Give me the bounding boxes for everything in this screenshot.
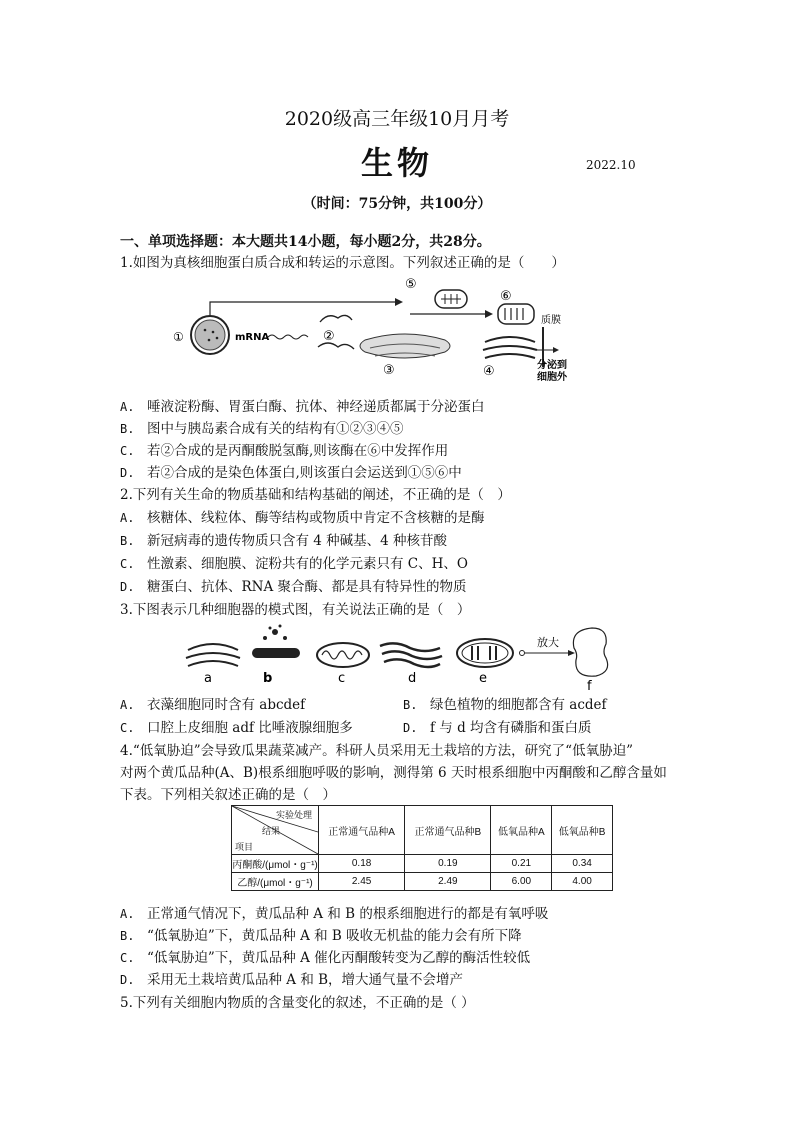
label-4: ④ [483,364,495,379]
q1-option-b: B. 图中与胰岛素合成有关的结构有①②③④⑤ [120,421,404,437]
enlarge-label: 放大 [537,636,559,649]
table-cell: 6.00 [491,873,552,891]
table-cell: 2.45 [319,873,405,891]
mrna-label: mRNA [235,332,270,343]
label-6: ⑥ [500,289,512,304]
q3-option-c: C. 口腔上皮细胞 adf 比唾液腺细胞多 [120,720,353,736]
q1-option-d: D. 若②合成的是染色体蛋白,则该蛋白会运送到①⑤⑥中 [120,465,462,481]
q2-stem: 2.下列有关生命的物质基础和结构基础的阐述，不正确的是（ ） [120,487,511,503]
q2-option-a: A. 核糖体、线粒体、酶等结构或物质中肯定不含核糖的是酶 [120,510,485,526]
membrane-label: 质膜 [541,315,561,326]
label-3: ③ [383,363,395,378]
organelle-label-d: d [408,671,417,686]
table-corner-cell [232,806,319,855]
exam-title: 2020级高三年级10月月考 [284,108,510,130]
organelle-label-e: e [479,671,487,686]
q2-option-d: D. 糖蛋白、抗体、RNA 聚合酶、都是具有特异性的物质 [120,579,467,595]
table-cell: 0.18 [319,855,405,873]
corner-bottom-label: 项目 [235,842,254,852]
q1-figure [165,272,605,392]
q4-stem-line-2: 对两个黄瓜品种(A、B)根系细胞呼吸的影响，测得第 6 天时根系细胞中丙酮酸和乙醇含量如 [120,765,667,781]
label-1: ① [173,330,184,344]
secrete-label-2: 细胞外 [537,372,567,383]
organelle-label-c: c [338,671,346,686]
section-heading: 一、单项选择题：本大题共14小题，每小题2分，共28分。 [120,234,491,250]
label-5: ⑤ [405,277,417,292]
q3-stem: 3.下图表示几种细胞器的模式图，有关说法正确的是（ ） [120,602,471,618]
q4-option-b: B. “低氧胁迫”下，黄瓜品种 A 和 B 吸收无机盐的能力会有所下降 [120,928,522,944]
table-col-header: 低氧品种A [491,806,552,855]
table-col-header: 正常通气品种B [405,806,491,855]
corner-mid-label: 结果 [262,826,281,836]
table-header-row [232,806,613,855]
q2-option-c: C. 性激素、细胞膜、淀粉共有的化学元素只有 C、H、O [120,556,468,572]
q3-figure [180,620,620,692]
q4-option-d: D. 采用无土栽培黄瓜品种 A 和 B，增大通气量不会增产 [120,972,464,988]
table-cell: 0.21 [491,855,552,873]
q5-stem: 5.下列有关细胞内物质的含量变化的叙述，不正确的是（ ） [120,995,475,1011]
q4-option-c: C. “低氧胁迫”下，黄瓜品种 A 催化丙酮酸转变为乙醇的酶活性较低 [120,950,531,966]
q4-stem-line-3: 下表。下列相关叙述正确的是（ ） [120,787,336,803]
q3-option-d: D. f 与 d 均含有磷脂和蛋白质 [403,720,592,736]
q4-stem-line-1: 4.“低氧胁迫”会导致瓜果蔬菜减产。科研人员采用无土栽培的方法，研究了“低氧胁迫” [120,743,633,759]
table-row-item: 丙酮酸/(μmol・g⁻¹) [232,855,319,873]
table-cell: 2.49 [405,873,491,891]
time-info: （时间：75分钟，共100分） [302,196,492,212]
table-col-header: 正常通气品种A [319,806,405,855]
q4-data-table [231,805,613,891]
q4-option-a: A. 正常通气情况下，黄瓜品种 A 和 B 的根系细胞进行的都是有氧呼吸 [120,906,549,922]
corner-top-label: 实验处理 [275,810,312,820]
q3-option-b: B. 绿色植物的细胞都含有 acdef [403,697,607,713]
secrete-label-1: 分泌到 [537,360,567,371]
q2-option-b: B. 新冠病毒的遗传物质只含有 4 种碱基、4 种核苷酸 [120,533,448,549]
table-cell: 4.00 [552,873,613,891]
table-col-header: 低氧品种B [552,806,613,855]
exam-date: 2022.10 [586,158,636,172]
table-row [232,873,613,891]
q3-option-a: A. 衣藻细胞同时含有 abcdef [120,697,306,713]
table-cell: 0.34 [552,855,613,873]
table-row [232,855,613,873]
q1-stem: 1.如图为真核细胞蛋白质合成和转运的示意图。下列叙述正确的是（ ） [120,255,565,271]
subject-title: 生物 [360,144,433,182]
table-cell: 0.19 [405,855,491,873]
label-2: ② [323,329,335,344]
organelle-label-b: b [263,671,273,686]
organelle-label-f: f [587,679,592,692]
table-row-item: 乙醇/(μmol・g⁻¹) [232,873,319,891]
q1-option-a: A. 唾液淀粉酶、胃蛋白酶、抗体、神经递质都属于分泌蛋白 [120,399,485,415]
q1-option-c: C. 若②合成的是丙酮酸脱氢酶,则该酶在⑥中发挥作用 [120,443,449,459]
organelle-label-a: a [204,671,212,686]
